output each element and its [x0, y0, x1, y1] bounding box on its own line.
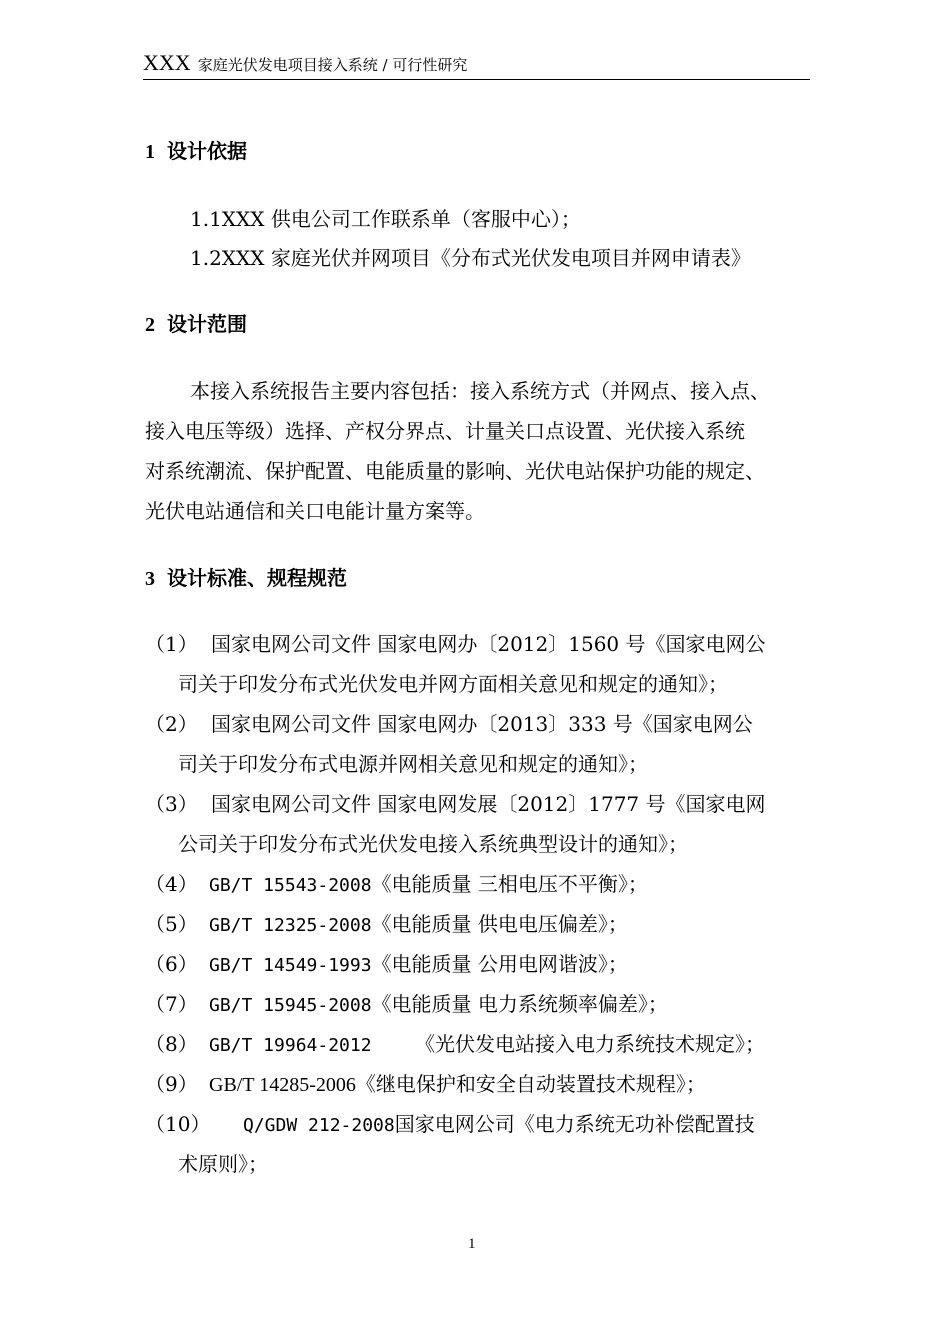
- standard-item-6-label: （6）: [145, 952, 198, 976]
- standard-item-4-label: （4）: [145, 872, 198, 896]
- standard-item-4-text: 《电能质量 三相电压不平衡》；: [371, 872, 648, 896]
- standard-item-9-code: GB/T 14285-2006: [209, 1074, 356, 1096]
- standard-item-6: [145, 948, 628, 977]
- standard-item-2-label: （2）: [145, 712, 198, 736]
- section-2-title: 设计范围: [167, 312, 247, 336]
- section-2-line-2: 接入电压等级）选择、产权分界点、计量关口点设置、光伏接入系统: [145, 419, 745, 443]
- page-header: [143, 50, 810, 80]
- standard-item-5-label: （5）: [145, 912, 198, 936]
- standard-item-2: [145, 708, 753, 737]
- section-3-number: 3: [145, 568, 155, 590]
- standard-item-3: [145, 788, 766, 817]
- standard-item-9: [145, 1068, 706, 1097]
- standard-item-9-label: （9）: [145, 1072, 198, 1096]
- standard-item-8-label: （8）: [145, 1032, 198, 1056]
- standard-item-4-code: GB/T 15543-2008: [209, 875, 372, 896]
- standard-item-3-cont: 公司关于印发分布式光伏发电接入系统典型设计的通知》；: [178, 832, 688, 856]
- standard-item-10-cont: 术原则》；: [178, 1152, 268, 1176]
- standard-item-10-label: （10）: [145, 1112, 211, 1136]
- standard-item-4: [145, 868, 648, 897]
- section-2-heading: [145, 308, 247, 337]
- standard-item-1: [145, 628, 766, 657]
- standard-item-5: [145, 908, 628, 937]
- standard-item-7: [145, 988, 668, 1017]
- section-2-line-3: 对系统潮流、保护配置、电能质量的影响、光伏电站保护功能的规定、: [145, 459, 765, 483]
- section-1-item-1: 1.1XXX 供电公司工作联系单（客服中心）；: [190, 207, 581, 231]
- section-1-item-2: 1.2XXX 家庭光伏并网项目《分布式光伏发电项目并网申请表》: [190, 246, 751, 270]
- standard-item-1-label: （1）: [145, 632, 198, 656]
- standard-item-3-text: 国家电网公司文件 国家电网发展〔2012〕1777 号《国家电网: [211, 792, 766, 816]
- standard-item-10-text: 国家电网公司《电力系统无功补偿配置技: [394, 1112, 755, 1136]
- standard-item-7-label: （7）: [145, 992, 198, 1016]
- header-title: 家庭光伏发电项目接入系统 / 可行性研究: [197, 56, 468, 74]
- standard-item-6-code: GB/T 14549-1993: [209, 955, 372, 976]
- standard-item-2-text: 国家电网公司文件 国家电网办〔2013〕333 号《国家电网公: [211, 712, 753, 736]
- section-2-line-1: 本接入系统报告主要内容包括：接入系统方式（并网点、接入点、: [190, 379, 770, 403]
- section-2-line-4: 光伏电站通信和关口电能计量方案等。: [145, 499, 485, 523]
- standard-item-2-cont: 司关于印发分布式电源并网相关意见和规定的通知》；: [178, 752, 648, 776]
- standard-item-10: [145, 1108, 755, 1137]
- section-3-heading: [145, 562, 347, 591]
- standard-item-5-text: 《电能质量 供电电压偏差》；: [371, 912, 628, 936]
- section-3-title: 设计标准、规程规范: [167, 566, 347, 590]
- standard-item-10-code: Q/GDW 212-2008: [243, 1115, 395, 1136]
- standard-item-1-text: 国家电网公司文件 国家电网办〔2012〕1560 号《国家电网公: [211, 632, 766, 656]
- section-1-title: 设计依据: [167, 139, 247, 163]
- standard-item-8-text: 《光伏发电站接入电力系统技术规定》；: [415, 1032, 765, 1056]
- standard-item-8: [145, 1028, 765, 1057]
- page-number: 1: [468, 1236, 476, 1252]
- standard-item-3-label: （3）: [145, 792, 198, 816]
- standard-item-5-code: GB/T 12325-2008: [209, 915, 372, 936]
- standard-item-9-text: 《继电保护和安全自动装置技术规程》；: [355, 1072, 706, 1096]
- standard-item-6-text: 《电能质量 公用电网谐波》；: [371, 952, 628, 976]
- standard-item-7-text: 《电能质量 电力系统频率偏差》；: [371, 992, 668, 1016]
- standard-item-7-code: GB/T 15945-2008: [209, 995, 372, 1016]
- section-2-number: 2: [145, 314, 155, 336]
- standard-item-8-code: GB/T 19964-2012: [209, 1035, 372, 1056]
- section-1-heading: [145, 135, 247, 164]
- standard-item-1-cont: 司关于印发分布式光伏发电并网方面相关意见和规定的通知》；: [178, 672, 728, 696]
- header-brand: XXX: [143, 50, 191, 75]
- section-1-number: 1: [145, 141, 155, 163]
